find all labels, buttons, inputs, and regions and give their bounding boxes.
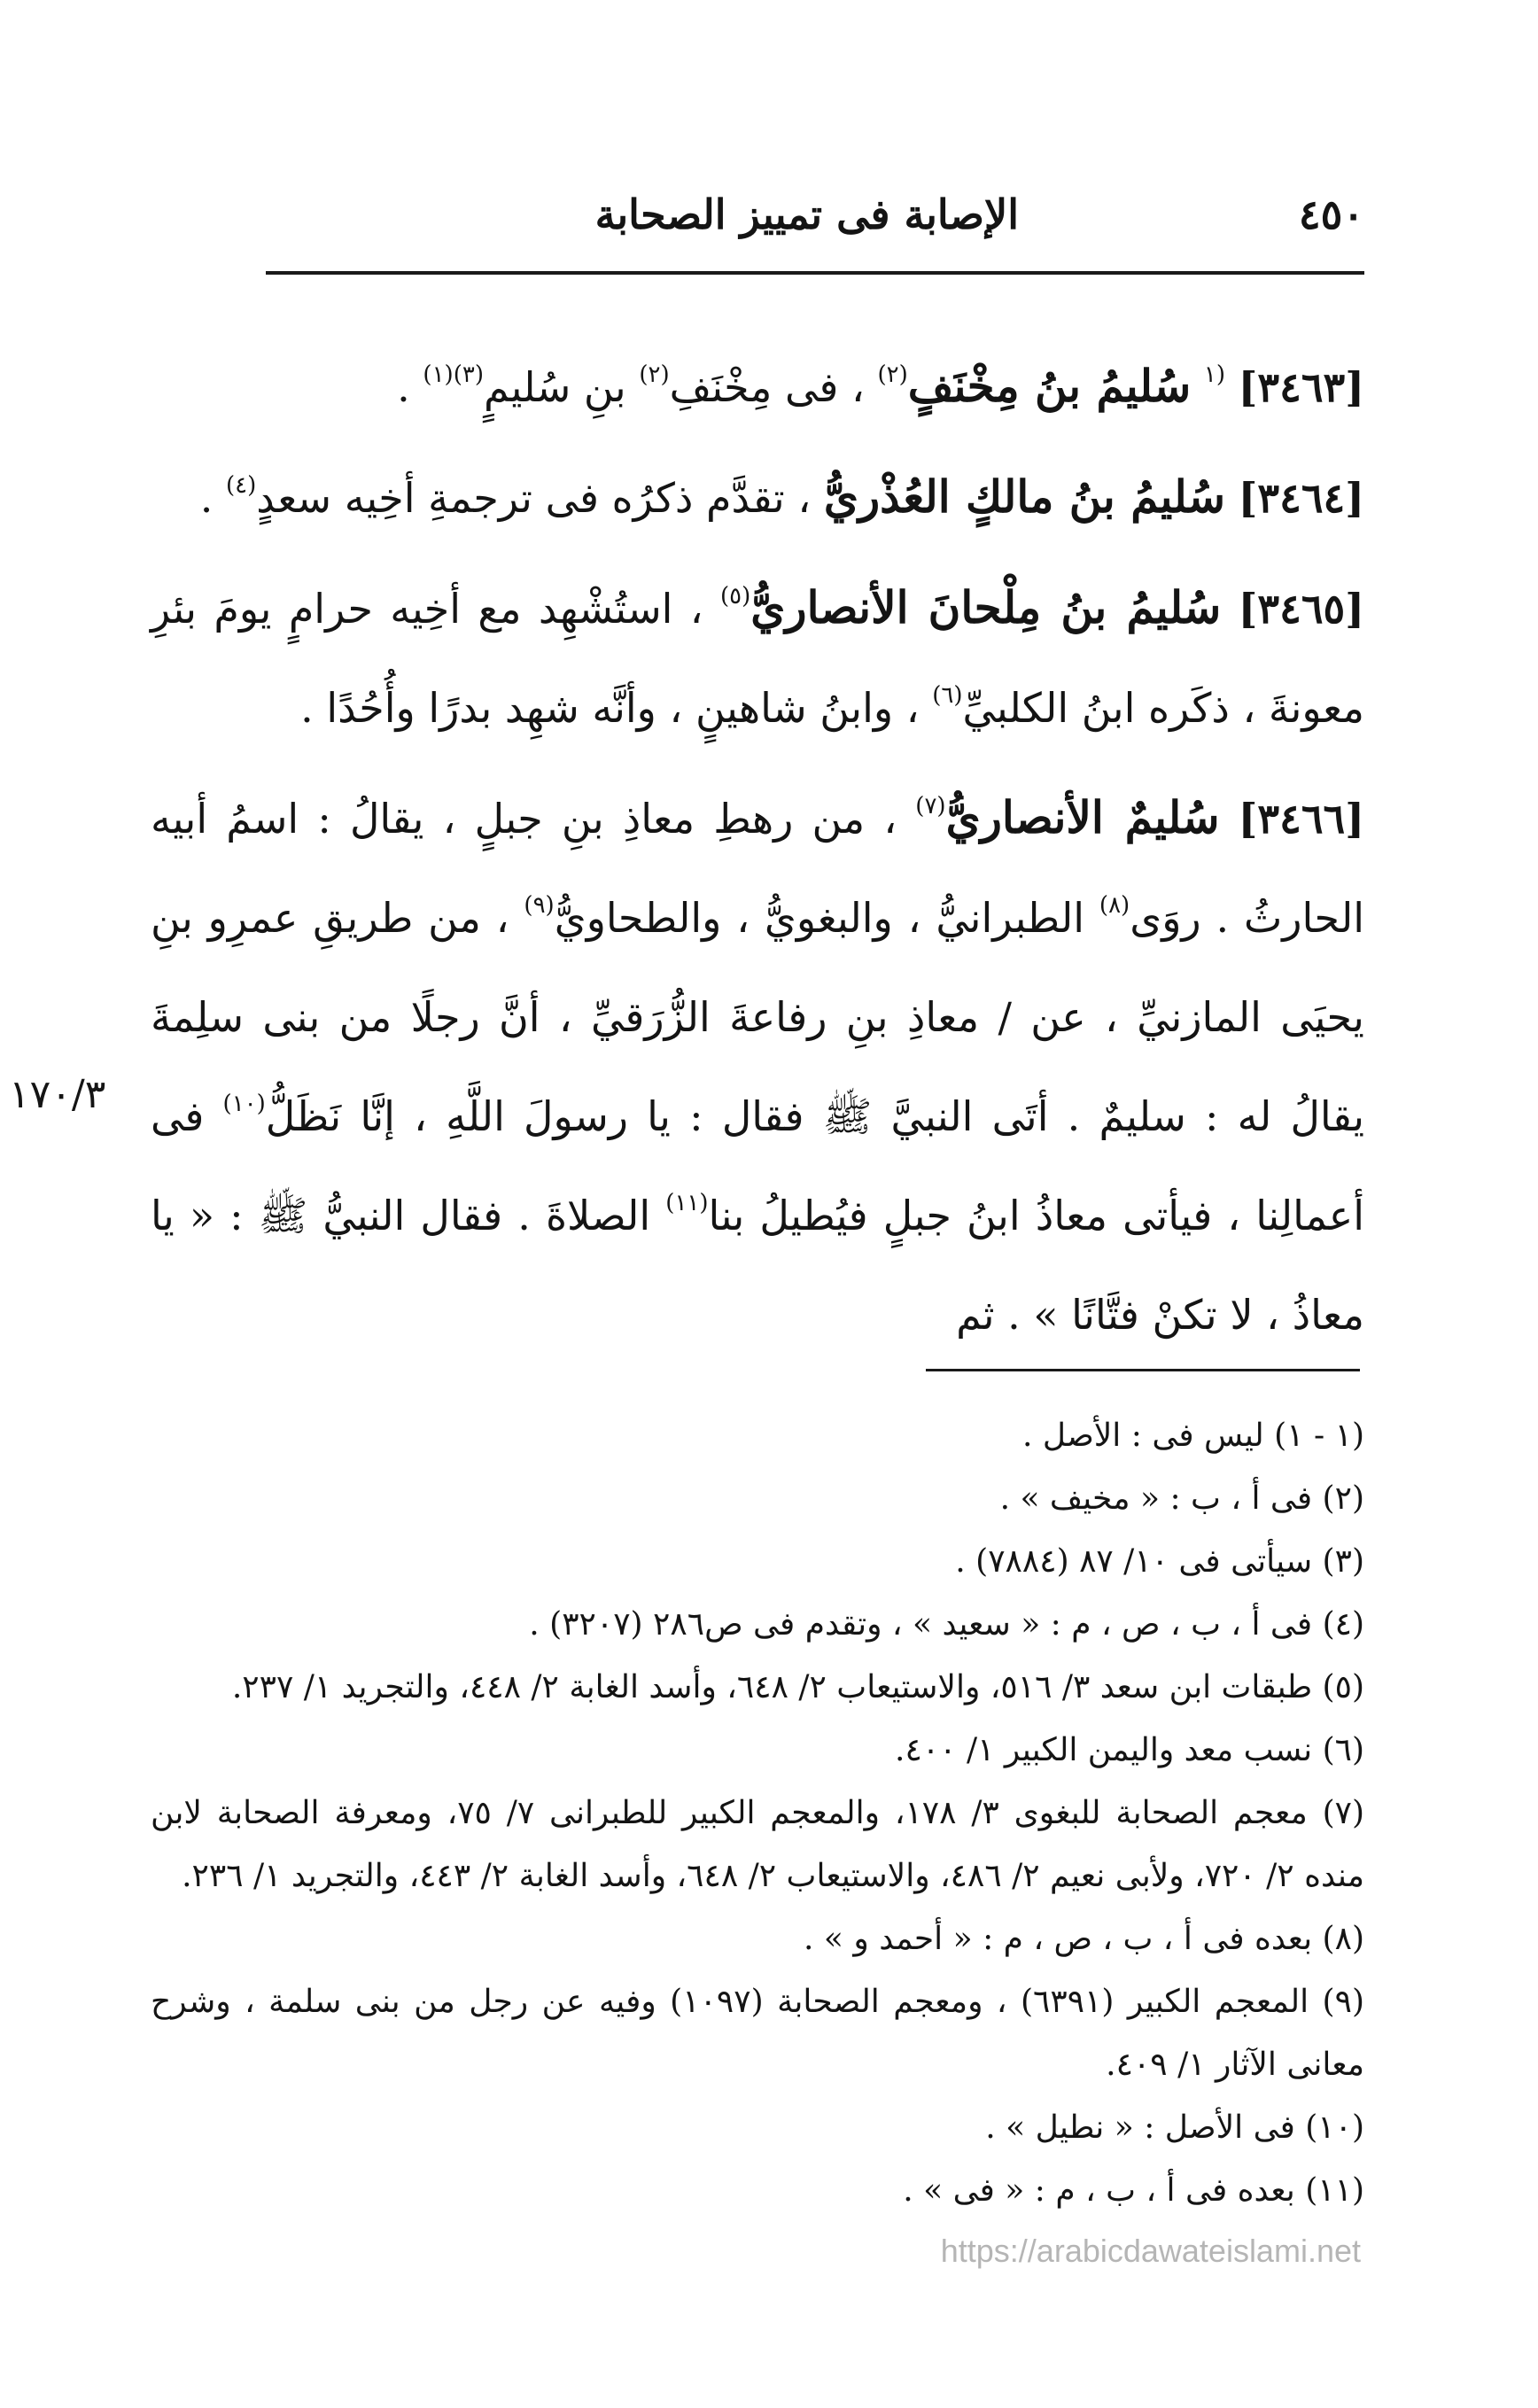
entry-text: $^{(١}$ سُليمُ بنُ مِخْنَفٍ$^{(٢)}$ ، فى مِخْنَفِ$^{(٢)}$ بنِ سُليمٍ$^{(٣)(١)}$ . <box>397 360 1226 412</box>
footnote-9: (٩) المعجم الكبير (٦٣٩١) ، ومعجم الصحابة (١٠٩٧) وفيه عن رجل من بنى سلمة ، وشرح معانى الآثار ١/ ٤٠٩. <box>151 1984 1364 2083</box>
entry-3464 <box>151 447 1364 548</box>
running-title: الإصابة فى تمييز الصحابة <box>594 190 1019 238</box>
entry-text: سُليمٌ الأنصاريُّ$^{(٧)}$ ، من رهطِ معاذِ بنِ جبلٍ ، يقالُ : اسمُ أبيه الحارثُ . روَى$^{(٨)}$ الطبرانيُّ ، والبغويُّ ، والطحاويُّ$^{(٩)}$ ، من طريقِ عمرِو بنِ يحيَى المازنيِّ ، عن / معاذِ بنِ رفاعةَ الزُّرَقيِّ ، أنَّ رجلًا من بنى سلِمةَ يقالُ له : سليمٌ . أتَى النبيَّ ﷺ فقال : يا رسولَ اللَّهِ ، إنَّا نَظَلُّ$^{(١٠)}$ فى أعمالِنا ، فيأتى معاذُ ابنُ جبلٍ فيُطيلُ بنا$^{(١١)}$ الصلاةَ . فقال النبيُّ ﷺ : « يا معاذُ ، لا تكنْ فتَّانًا » . ثم <box>151 791 1365 1339</box>
footnote-divider <box>926 1369 1360 1371</box>
page-number: ٤٥٠ <box>1298 190 1364 238</box>
footnote-8: (٨) بعده فى أ ، ب ، ص ، م : « أحمد و » . <box>804 1921 1364 1957</box>
footnote-11: (١١) بعده فى أ ، ب ، م : « فى » . <box>903 2172 1364 2209</box>
footnote-5: (٥) طبقات ابن سعد ٣/ ٥١٦، والاستيعاب ٢/ ٦٤٨، وأسد الغابة ٢/ ٤٤٨، والتجريد ١/ ٢٣٧. <box>231 1669 1364 1705</box>
site-watermark: https://arabicdawateislami.net <box>940 2233 1361 2269</box>
header-divider <box>266 271 1364 275</box>
footnotes <box>151 1404 1364 2222</box>
entry-number: [٣٤٦٥] <box>1238 585 1364 633</box>
footnote-10: (١٠) فى الأصل : « نطيل » . <box>985 2109 1364 2146</box>
entry-number: [٣٤٦٦] <box>1238 795 1365 843</box>
entry-3465 <box>151 558 1364 757</box>
page-header <box>266 190 1364 257</box>
entry-text: سُليمُ بنُ مِلْحانَ الأنصاريُّ$^{(٥)}$ ، استُشْهِد مع أخِيه حرامٍ يومَ بئرِ معونةَ ، ذكَره ابنُ الكلبيِّ$^{(٦)}$ ، وابنُ شاهينٍ ، وأنَّه شهِد بدرًا وأُحُدًا . <box>151 581 1364 732</box>
entry-3463 <box>151 337 1364 437</box>
entry-number: [٣٤٦٣] <box>1238 363 1364 411</box>
footnote-6: (٦) نسب معد واليمن الكبير ١/ ٤٠٠. <box>895 1732 1364 1768</box>
footnote-4: (٤) فى أ ، ب ، ص ، م : « سعيد » ، وتقدم فى ص٢٨٦ (٣٢٠٧) . <box>529 1606 1364 1643</box>
entry-3466 <box>151 768 1364 1364</box>
entry-text: سُليمُ بنُ مالكٍ العُذْريُّ ، تقدَّم ذكرُه فى ترجمةِ أخِيه سعدٍ$^{(٤)}$ . <box>199 470 1226 523</box>
entry-number: [٣٤٦٤] <box>1238 474 1364 522</box>
footnote-2: (٢) فى أ ، ب : « مخيف » . <box>999 1480 1364 1517</box>
footnote-1: (١ - ١) ليس فى : الأصل . <box>1022 1418 1364 1454</box>
footnote-7: (٧) معجم الصحابة للبغوى ٣/ ١٧٨، والمعجم الكبير للطبرانى ٧/ ٧٥، ومعرفة الصحابة لابن منده ٢/ ٧٢٠، ولأبى نعيم ٢/ ٤٨٦، والاستيعاب ٢/ ٦٤٨، وأسد الغابة ٢/ ٤٤٣، والتجريد ١/ ٢٣٦. <box>151 1795 1365 1894</box>
main-text <box>151 337 1364 1375</box>
footnote-3: (٣) سيأتى فى ١٠/ ٨٧ (٧٨٨٤) . <box>955 1543 1364 1580</box>
margin-volume-page-reference: ١٧٠/٣ <box>9 1072 106 1117</box>
